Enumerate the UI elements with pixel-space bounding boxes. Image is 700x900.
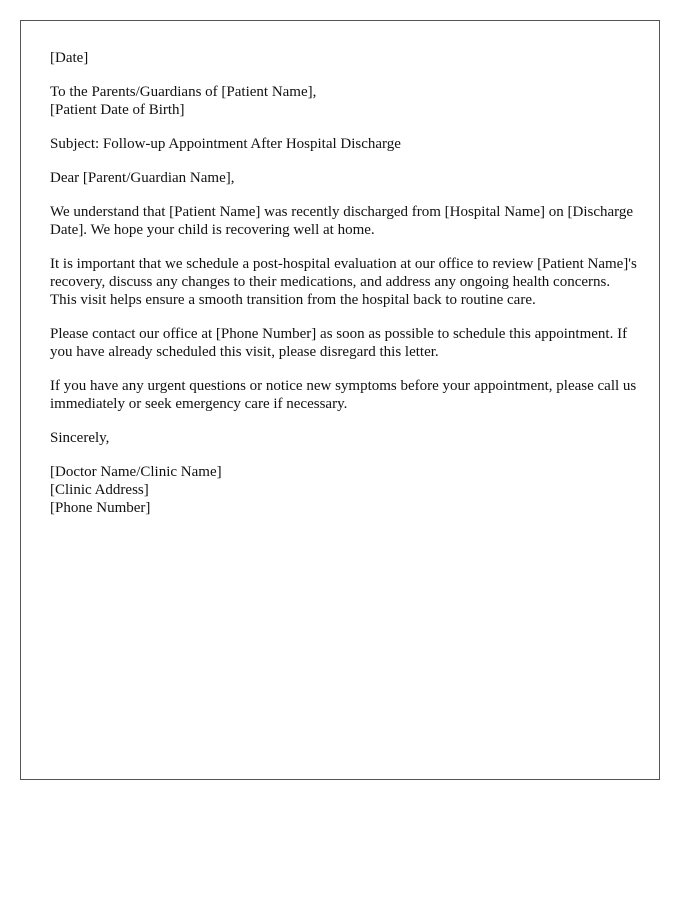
signature-name: [Doctor Name/Clinic Name] <box>50 464 222 480</box>
signature-phone: [Phone Number] <box>50 500 151 516</box>
recipient-name: To the Parents/Guardians of [Patient Name], <box>50 84 317 100</box>
recipient-block <box>50 83 640 119</box>
paragraph-contact-instructions: Please contact our office at [Phone Number] as soon as possible to schedule this appointment. If you have already scheduled this visit, please disregard this letter. <box>50 326 628 360</box>
paragraph-evaluation-request: It is important that we schedule a post-hospital evaluation at our office to review [Patient Name]'s recovery, discuss any changes to their medications, and address any ongoing health concerns. This visit helps ensure a smooth transition from the hospital back to routine care. <box>50 256 637 308</box>
letter-body <box>50 49 640 533</box>
letter-page <box>20 20 660 780</box>
signature-address: [Clinic Address] <box>50 482 149 498</box>
paragraph-urgent-care: If you have any urgent questions or notice new symptoms before your appointment, please call us immediately or seek emergency care if necessary. <box>50 378 637 412</box>
letter-date: [Date] <box>50 50 89 66</box>
letter-subject: Subject: Follow-up Appointment After Hospital Discharge <box>50 136 401 152</box>
letter-closing: Sincerely, <box>50 430 110 446</box>
paragraph-discharge-notice: We understand that [Patient Name] was recently discharged from [Hospital Name] on [Discharge Date]. We hope your child is recovering well at home. <box>50 204 634 238</box>
letter-salutation: Dear [Parent/Guardian Name], <box>50 170 235 186</box>
signature-block <box>50 463 640 517</box>
recipient-dob: [Patient Date of Birth] <box>50 102 185 118</box>
